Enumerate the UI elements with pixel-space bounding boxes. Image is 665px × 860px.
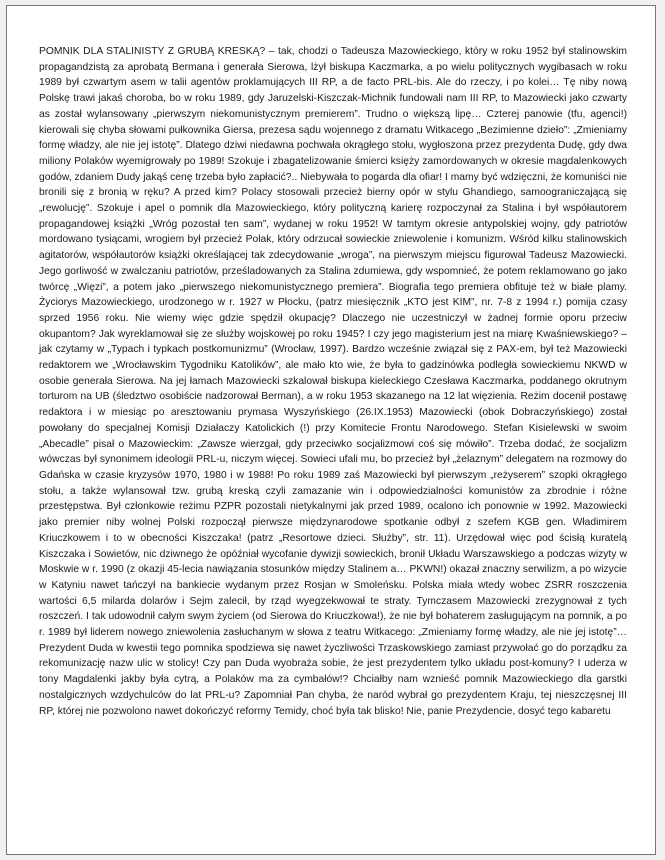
document-page bbox=[6, 5, 656, 855]
article-body-text: POMNIK DLA STALINISTY Z GRUBĄ KRESKĄ? – tak, chodzi o Tadeusza Mazowieckiego, który w roku 1952 był stalinowskim propagandzistą za aprobatą Bermana i generała Sierowa, lżył biskupa Kaczmarka, a po wielu politycznych wygibasach w roku 1989 był czwartym asem w talii agentów proklamujących III RP, a de facto PRL-bis. Ale do rzeczy, i po kolei… Tę niby nową Polskę trawi jakaś choroba, bo w roku 1989, gdy Jaruzelski-Kiszczak-Michnik fundowali nam III RP, to Mazowiecki jako czwarty as został wylansowany „pierwszym niekomunistycznym premierem”. Trudno o większą lipę… Czterej panowie (tfu, agenci!) kierowali się chyba słowami pułkownika Giersa, prezesa sądu wojennego z dramatu Witkacego „Bezimienne dzieło”: „Zmieniamy formę władzy, ale nie jej istotę”. Dlatego dziwi niedawna pochwała okrągłego stołu, wygłoszona przez prezydenta Dudę, gdy dwa miliony Polaków wyemigrowały po 1989! Szokuje i zbagatelizowanie śmierci księży zamordowanych w okresie magdalenkowych godów, zdaniem Dudy jakąś cenę trzeba było zapłacić?.. Niebywała to pogarda dla ofiar! I mamy być wdzięczni, że komuniści nie bronili się z bronią w ręku? A przed kim? Polacy stosowali przecież bierny opór w stylu Ghandiego, samoograniczającą się „rewolucję”. Szokuje i apel o pomnik dla Mazowieckiego, który polityczną karierę rozpoczynał za Stalina i był współautorem propagandowej książki „Wróg pozostał ten sam”, wydanej w roku 1952! W tamtym okresie antypolskiej wojny, gdy patriotów mordowano tysiącami, wrogiem był przecież Polak, który odrzucał sowieckie zniewolenie i komunizm. Wśród kilku stalinowskich agitatorów, współautorów książki określającej tak zdecydowanie „wroga”, na pierwszym miejscu figurował Tadeusz Mazowiecki. Jego gorliwość w zwalczaniu patriotów, prześladowanych za Stalina zdumiewa, gdy wspomnieć, że potem reklamowano go jako twórcę „Więzi”, a potem jako „pierwszego niekomunistycznego premiera”. Biografia tego premiera obfituje też w białe plamy. Życiorys Mazowieckiego, urodzonego w r. 1927 w Płocku, (patrz miesięcznik „KTO jest KIM”, nr. 7-8 z 1994 r.) pomija czasy sprzed 1956 roku. Nie wiemy więc gdzie spędził okupację? Dlaczego nie uczestniczył w żadnej formie oporu przeciw okupantom? Jak wyreklamował się ze służby wojskowej po roku 1945? I czy jego magisterium jest na miarę Kwaśniewskiego? – jak czytamy w „Typach i typkach postkomunizmu” (Wrocław, 1997). Bardzo wcześnie związał się z PAX-em, był też Mazowiecki redaktorem we „Wrocławskim Tygodniku Katolików”, ale mało kto wie, że była to gadzinówka podległa sowieckiemu NKWD w osobie generała Sierowa. Na jej łamach Mazowiecki szkalował biskupa kieleckiego Czesława Kaczmarka, poddanego okrutnym torturom na UB (śledztwo osobiście nadzorował Berman), a w roku 1953 skazanego na 12 lat więzienia. Reżim docenił postawę redaktora i w miesiąc po aresztowaniu prymasa Wyszyńskiego (26.IX.1953) Mazowiecki (obok Dobraczyńskiego) został powołany do specjalnej Komisji Działaczy Katolickich (!) przy Komitecie Frontu Narodowego. Stefan Kisielewski w swoim „Abecadle” pisał o Mazowieckim: „Zawsze wierzgał, gdy przeciwko socjalizmowi coś się mówiło”. Trzeba dodać, że socjalizm wówczas był synonimem ideologii PRL-u, niczym więcej. Sowieci ufali mu, bo przecież był „żelaznym” delegatem na rozmowy do Gdańska w czasie kryzysów 1970, 1980 i w 1988! Po roku 1989 zaś Mazowiecki był pierwszym „reżyserem” szopki okrągłego stołu, a także wylansował tzw. grubą kreską czyli zamazanie win i odpowiedzialności komunistów za zbrodnie i różne przestępstwa. Był członkowie reżimu PZPR pozostali nietykalnymi jak przed 1989, ocalono ich ponownie w 1992. Mazowiecki jako premier niby wolnej Polski rozpoczął pierwsze międzynarodowe spotkanie odbył z szefem KGB gen. Władimirem Kriuczkowem i to w obecności Kiszczaka! (patrz „Resortowe dzieci. Służby”, str. 11). Urzędował więc pod ścisłą kuratelą Kiszczaka i Sowietów, nic dziwnego że opóźniał wycofanie dywizji sowieckich, bronił Układu Warszawskiego a podczas wizyty w Moskwie w r. 1990 (z okazji 45-lecia nawiązania stosunków między Stalinem a… PKWN!) okazał znaczny serwilizm, a po wizycie w Katyniu nawet tańczył na bankiecie wydanym przez Rosjan w Smoleńsku. Polska miała wtedy wobec ZSRR roszczenia wartości 6,5 milarda dolarów i Sejm zalecił, by rząd wyegzekwował te straty. Tymczasem Mazowiecki zrezygnował z tych roszczeń. I tak udowodnił całym swym życiem (od Sierowa do Kriuczkowa!), że nie był bohaterem zasługującym na pomnik, a po r. 1989 był liderem nowego zniewolenia zasłuchanym w słowa z teatru Witkacego: „Zmieniamy formę władzy, ale nie jej istotę”… Prezydent Duda w kwestii tego pomnika spodziewa się nawet życzliwości Trzaskowskiego zamiast przywołać go do porządku za rekomunizację nazw ulic w stolicy! Czy pan Duda wyobraża sobie, że jest prezydentem tylko układu post-komuny? I uderza w tony Magdalenki jakby była cytrą, a Polaków ma za cymbałów!? Chciałby nam wznieść pomnik Mazowieckiego dla garstki nostalgicznych wzdychulców do lat PRL-u? Zapomniał Pan chyba, że naród wybrał go prezydentem Kraju, tej nieszczęsnej III RP, której nie pozwolono nawet dokończyć reformy Temidy, choć była tak blisko! Nie, panie Prezydencie, dosyć tego kabaretu bbox=[39, 46, 627, 717]
